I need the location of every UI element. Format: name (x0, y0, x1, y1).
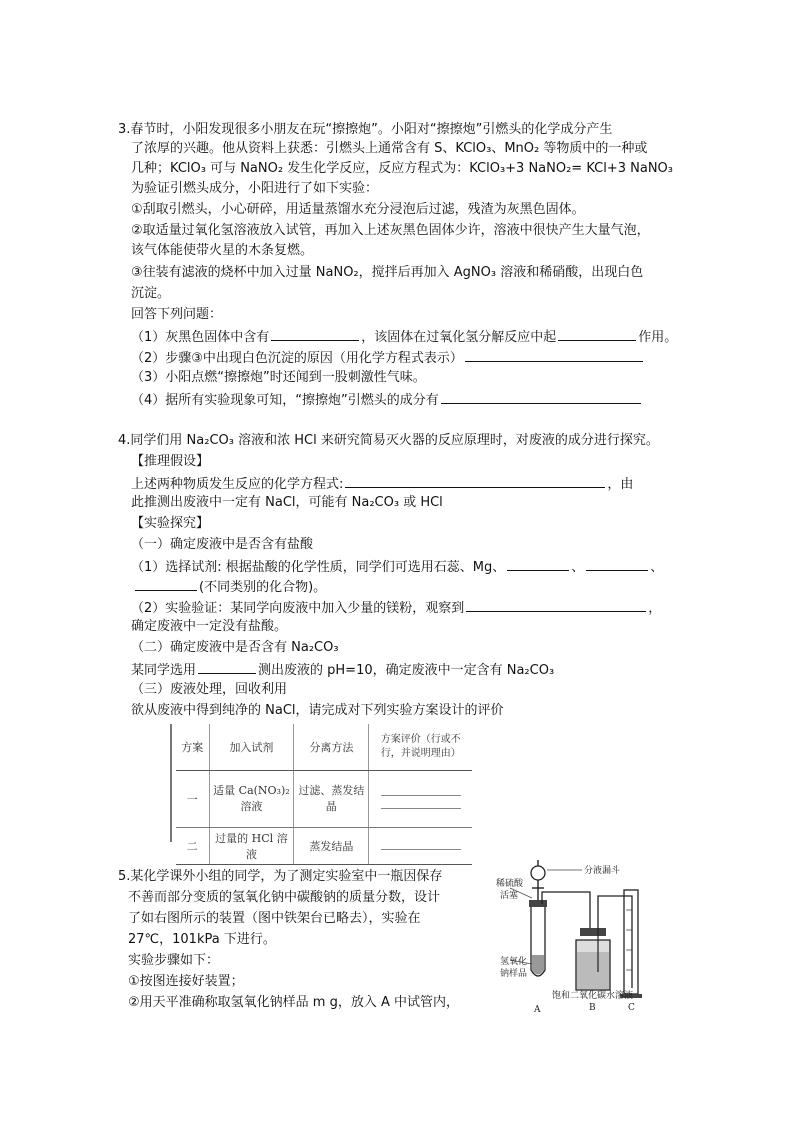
q5-line-3: 了如右图所示的装置（图中铁架台已略去），实验在 (128, 911, 421, 926)
label-b: B (589, 1003, 596, 1013)
q3-answer-4 (131, 390, 643, 410)
q4-equation-tail: ，由 (607, 477, 634, 492)
answer-blank[interactable] (271, 327, 359, 341)
label-acid: 稀硫酸 (496, 879, 524, 889)
graduated-cylinder-c-icon (620, 890, 642, 998)
table-cell: 蒸发结晶 (294, 828, 369, 865)
q4-item-1-text: （1）选择试剂: 根据盐酸的化学性质，同学们可选用石蕊、Mg、 (131, 560, 506, 575)
q5-line-2: 不善而部分变质的氢氧化钠中碳酸钠的质量分数，设计 (128, 890, 441, 905)
answer-blank[interactable] (441, 390, 641, 404)
answer-blank[interactable] (466, 598, 646, 612)
q5-step-1: ①按图连接好装置； (128, 974, 244, 989)
q4-item-1-sep: 、 (650, 560, 664, 575)
q3-line-1: 3.春节时，小阳发现很多小朋友在玩“擦擦炮”。小阳对“擦擦炮”引燃头的化学成分产生 (118, 122, 613, 137)
q3-answer-3: （3）小阳点燃“擦擦炮”时还闻到一股刺激性气味。 (131, 370, 426, 385)
table-row (176, 771, 472, 828)
q5-steps-heading: 实验步骤如下： (128, 953, 220, 968)
q3-answer-4-text: （4）据所有实验现象可知，“擦擦炮”引燃头的成分有 (131, 393, 439, 408)
label-naoh-2: 钠样品 (500, 969, 528, 979)
table-cell: 过量的 HCl 溶液 (209, 828, 294, 865)
answer-blank[interactable] (345, 474, 605, 488)
table-header-cell: 方案评价（行或不行，并说明理由） (369, 724, 472, 771)
q3-answer-2 (131, 348, 645, 368)
table-cell: 适量 Ca(NO₃)₂ 溶液 (209, 771, 294, 828)
answer-blank[interactable] (507, 557, 569, 571)
apparatus-diagram (492, 860, 668, 1020)
q3-step-2b: 该气体能使带火星的木条复燃。 (131, 243, 314, 258)
table-header-cell: 加入试剂 (209, 724, 294, 771)
q4-line-1: 4.同学们用 Na₂CO₃ 溶液和浓 HCl 来研究简易灭火器的反应原理时，对废液的成分进行探究。 (118, 433, 659, 448)
q3-answer-1 (131, 327, 677, 347)
label-funnel: 分液漏斗 (584, 866, 621, 876)
q5-line-4: 27℃，101kPa 下进行。 (128, 932, 276, 947)
q4-table-intro: 欲从废液中得到纯净的 NaCl，请完成对下列实验方案设计的评价 (131, 703, 504, 718)
q3-step-3b: 沉淀。 (131, 286, 171, 301)
q3-step-3a: ③往装有滤液的烧杯中加入过量 NaNO₂，搅拌后再加入 AgNO₃ 溶液和稀硝酸，出现白色 (131, 265, 644, 280)
q4-item-2 (131, 598, 661, 618)
table-header-row (176, 724, 472, 771)
table-cell: 二 (176, 828, 209, 865)
q4-item-1-sep: 、 (571, 560, 585, 575)
evaluation-table (176, 724, 472, 865)
label-c: C (628, 1003, 635, 1013)
q4-equation-text: 上述两种物质发生反应的化学方程式: (131, 477, 344, 492)
q4-section-1: （一）确定废液中是否含有盐酸 (131, 537, 314, 552)
q3-answer-2-text: （2）步骤③中出现白色沉淀的原因（用化学方程式表示） (131, 351, 463, 366)
label-naoh-1: 氢氧化 (500, 957, 528, 967)
table-header-cell: 分离方法 (294, 724, 369, 771)
table-cell: 过滤、蒸发结晶 (294, 771, 369, 828)
label-solution: 饱和二氧化碳水溶液 (552, 991, 634, 1001)
q3-line-4: 为验证引燃头成分，小阳进行了如下实验： (131, 181, 379, 196)
q3-ask: 回答下列问题： (131, 307, 223, 322)
q4-item-1 (131, 557, 663, 577)
q3-answer-1-text-b: ，该固体在过氧化氢分解反应中起 (361, 330, 557, 345)
evaluation-answer-cell[interactable] (369, 828, 472, 865)
table-row (176, 828, 472, 865)
answer-blank[interactable] (558, 327, 636, 341)
q3-line-2: 了浓厚的兴趣。他从资料上获悉：引燃头上通常含有 S、KClO₃、MnO₂ 等物质中的一种或 (131, 141, 648, 156)
table-cell: 一 (176, 771, 209, 828)
label-stopcock: 活塞 (500, 891, 519, 901)
answer-blank[interactable] (586, 557, 648, 571)
q4-ph-line (131, 660, 554, 680)
label-a: A (534, 1005, 541, 1015)
q4-section-3: （三）废液处理，回收利用 (131, 682, 288, 697)
answer-blank[interactable] (465, 348, 643, 362)
q4-section-2: （二）确定废液中是否含有 Na₂CO₃ (131, 640, 339, 655)
q4-heading-hypothesis: 【推理假设】 (131, 454, 210, 469)
q3-answer-1-text-c: 作用。 (638, 330, 678, 345)
q4-item-2-tail: ， (648, 601, 662, 616)
separatory-funnel-icon (531, 860, 582, 900)
q3-answer-1-text-a: （1）灰黑色固体中含有 (131, 330, 270, 345)
q5-line-1: 5.某化学课外小组的同学，为了测定实验室中一瓶因保存 (118, 869, 443, 884)
answer-blank[interactable] (198, 660, 256, 674)
q4-heading-experiment: 【实验探究】 (131, 516, 210, 531)
q4-item-1-cont (131, 577, 326, 597)
q4-item-2-conclusion: 确定废液中一定没有盐酸。 (131, 619, 288, 634)
answer-blank[interactable] (135, 577, 197, 591)
q4-item-2-text: （2）实验验证：某同学向废液中加入少量的镁粉，观察到 (131, 601, 465, 616)
q4-inference: 此推测出废液中一定有 NaCl，可能有 Na₂CO₃ 或 HCl (131, 495, 443, 510)
q3-step-2a: ②取适量过氧化氢溶液放入试管，再加入上述灰黑色固体少许，溶液中很快产生大量气泡， (131, 223, 650, 238)
q3-step-1: ①刮取引燃头，小心研碎，用适量蒸馏水充分浸泡后过滤，残渣为灰黑色固体。 (131, 202, 585, 217)
table-header-cell: 方案 (176, 724, 209, 771)
evaluation-answer-cell[interactable] (369, 771, 472, 828)
q4-equation-line (131, 474, 633, 494)
q4-item-1-note: (不同类别的化合物)。 (199, 580, 327, 595)
q5-step-2: ②用天平准确称取氢氧化钠样品 m g，放入 A 中试管内， (128, 995, 459, 1010)
q4-ph-text-a: 某同学选用 (131, 663, 197, 678)
q3-line-3: 几种；KClO₃ 可与 NaNO₂ 发生化学反应，反应方程式为：KClO₃+3 NaNO₂= KCl+3 NaNO₃ (131, 161, 673, 176)
scan-edge (170, 724, 172, 842)
q4-ph-text-b: 测出废液的 pH=10，确定废液中一定含有 Na₂CO₃ (258, 663, 555, 678)
